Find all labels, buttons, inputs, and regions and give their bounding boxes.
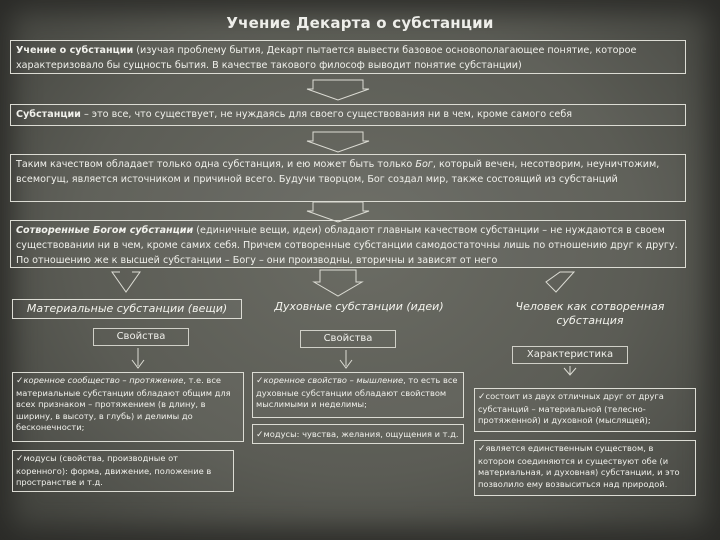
page-title: Учение Декарта о субстанции [226,14,494,32]
god-text-2: , который вечен, несотворим, неуничтожим, всемогущ, является источником и причиной всего. Будучи творцом, Бог создал мир, также состоящий из субстанций [16,159,660,185]
check-icon: ✓ [16,376,24,386]
spiritual-properties-box [252,372,464,418]
definition-box [10,104,686,126]
branch-arrows [0,266,720,300]
definition-lead: Субстанции [16,109,81,120]
god-word: Бог [415,159,433,170]
human-item-1-box [474,388,696,432]
created-substances-box [10,220,686,268]
check-icon: ✓ [256,376,264,386]
check-icon: ✓ [256,430,264,440]
spiritual-props-text: , то есть все духовные субстанции обладают свойством мыслимыми и неделимы; [256,375,458,409]
human-item-2-text: является единственным существом, в котором соединяются и существуют обе (и материальная, и духовная) субстанции, и это позволило ему возвыситься над природой. [478,443,680,489]
human-characteristic-chip: Характеристика [512,346,628,364]
human-item-1-text: состоит из двух отличных друг от друга субстанций – материальной (телесно-протяженной) и духовной (мыслящей); [478,391,664,425]
spiritual-modes-box [252,424,464,444]
material-modes-text: модусы (свойства, производные от коренного): форма, движение, положение в пространстве и т.д. [16,453,212,487]
human-item-2-box [474,440,696,496]
arrow-down-1 [305,78,371,102]
material-props-text: , т.е. все материальные субстанции обладают общим для всех признаком – протяжением (в длину, в ширину, в высоту, в глубь) и делимы до бесконечности; [16,375,231,432]
spiritual-header: Духовные субстанции (идеи) [274,300,444,313]
material-modes-box [12,450,234,492]
intro-box [10,40,686,74]
material-props-lead: коренное сообщество – протяжение [23,375,184,385]
spiritual-modes-text: модусы: чувства, желания, ощущения и т.д. [263,429,459,439]
definition-text: – это все, что существует, не нуждаясь для своего существования ни в чем, кроме самого себя [80,109,573,120]
arrow-down-2 [305,130,371,154]
created-lead: Сотворенные Богом субстанции [16,225,194,236]
material-properties-box [12,372,244,442]
god-text-1: Таким качеством обладает только одна субстанция, и ею может быть только [16,159,416,170]
human-header: Человек как сотворенная субстанция [515,300,665,327]
check-icon: ✓ [478,444,486,454]
god-box [10,154,686,202]
material-properties-chip: Свойства [93,328,189,346]
spiritual-properties-chip: Свойства [300,330,396,348]
intro-text: (изучая проблему бытия, Декарт пытается вывести базовое основополагающее понятие, которое характеризовало бы сущность бытия. В качестве такового философ выводит понятие субстанции) [16,45,637,71]
check-icon: ✓ [16,454,24,464]
check-icon: ✓ [478,392,486,402]
material-header: Материальные субстанции (вещи) [12,299,242,319]
spiritual-props-lead: коренное свойство – мышление [263,375,404,385]
created-text: (единичные вещи, идеи) обладают главным качеством субстанции – не нуждаются в своем существовании ни в чем, кроме самих себя. Причем сотворенные субстанции самодостаточны лишь по отношению друг к другу. По отношению же к высшей субстанции – Богу – они производны, вторичны и зависят от него [16,225,678,266]
intro-lead: Учение о субстанции [16,45,134,56]
